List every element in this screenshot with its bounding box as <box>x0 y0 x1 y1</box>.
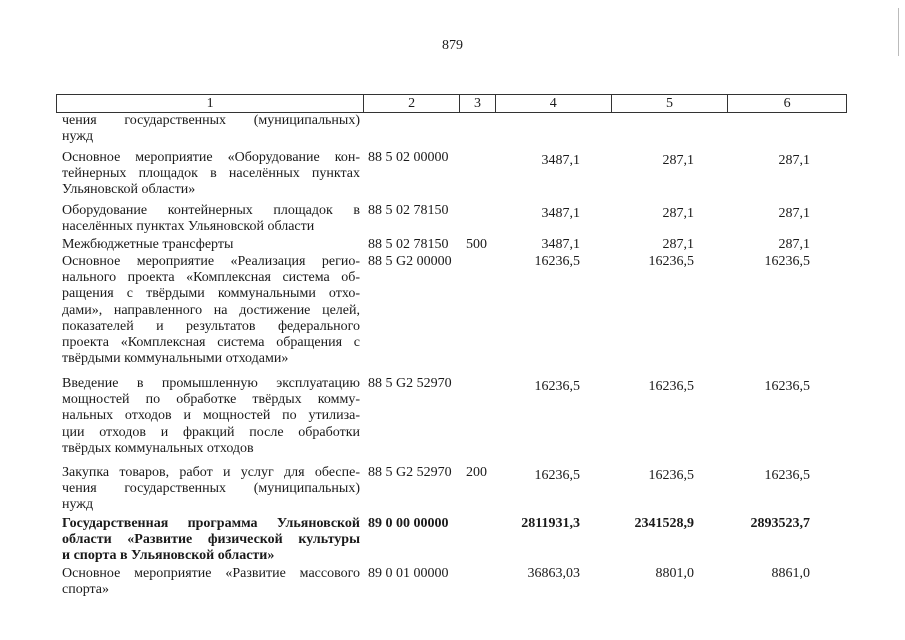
row-value-col6: 287,1 <box>778 206 810 221</box>
row-value-col5: 16236,5 <box>648 254 694 269</box>
row-value-col6: 16236,5 <box>764 379 810 394</box>
row-value-col6: 287,1 <box>778 153 810 168</box>
row-expense-type: 200 <box>466 465 487 480</box>
header-col-2: 2 <box>364 95 460 112</box>
row-name-line: проекта «Комплексная система обращения с <box>62 335 360 351</box>
row-name <box>62 376 360 457</box>
row-name-line: ращения с твёрдыми коммунальными отхо- <box>62 286 360 302</box>
row-name-line: нужд <box>62 497 94 513</box>
row-name-line: тейнерных площадок в населённых пунктах <box>62 166 360 182</box>
row-code: 89 0 00 00000 <box>368 516 449 531</box>
row-value-col4: 36863,03 <box>527 566 580 581</box>
row-value-col5: 8801,0 <box>655 566 694 581</box>
header-col-4: 4 <box>496 95 612 112</box>
row-value-col6: 2893523,7 <box>750 516 810 531</box>
row-code: 88 5 G2 52970 <box>368 376 452 391</box>
row-name-line: Введение в промышленную эксплуатацию <box>62 376 360 391</box>
row-value-col4: 16236,5 <box>534 379 580 394</box>
header-col-1: 1 <box>57 95 364 112</box>
row-name-line: нужд <box>62 129 94 145</box>
row-name-line: Основное мероприятие «Реализация регио- <box>62 254 360 269</box>
row-name-line: Межбюджетные трансферты <box>62 237 234 252</box>
row-value-col4: 2811931,3 <box>521 516 580 531</box>
row-code: 89 0 01 00000 <box>368 566 449 581</box>
row-value-col4: 3487,1 <box>541 206 580 221</box>
row-name <box>62 150 360 199</box>
row-name <box>62 237 360 253</box>
row-name-line: Государственная программа Ульяновской <box>62 516 360 531</box>
row-value-col6: 287,1 <box>778 237 810 252</box>
row-name-line: твёрдых коммунальных отходов <box>62 440 254 456</box>
row-value-col4: 3487,1 <box>541 237 580 252</box>
row-value-col5: 287,1 <box>662 206 694 221</box>
row-name-line: Ульяновской области» <box>62 182 196 198</box>
row-value-col6: 16236,5 <box>764 254 810 269</box>
row-name-line: Основное мероприятие «Развитие массового <box>62 566 360 581</box>
row-name <box>62 516 360 565</box>
row-name-line: Закупка товаров, работ и услуг для обеспе- <box>62 465 360 480</box>
row-value-col5: 287,1 <box>662 153 694 168</box>
row-name-line: спорта» <box>62 582 110 598</box>
row-value-col4: 16236,5 <box>534 468 580 483</box>
row-name <box>62 566 360 598</box>
row-value-col6: 16236,5 <box>764 468 810 483</box>
row-code: 88 5 02 78150 <box>368 237 449 252</box>
page-number: 879 <box>442 38 463 53</box>
row-value-col6: 8861,0 <box>771 566 810 581</box>
table-header <box>56 94 847 113</box>
row-name-line: области «Развитие физической культуры <box>62 532 360 548</box>
row-name-line: населённых пунктах Ульяновской области <box>62 219 315 235</box>
row-name-line: показателей и результатов федерального <box>62 318 360 334</box>
row-value-col5: 287,1 <box>662 237 694 252</box>
row-value-col5: 16236,5 <box>648 379 694 394</box>
row-name <box>62 203 360 235</box>
row-value-col5: 2341528,9 <box>634 516 694 531</box>
row-code: 88 5 02 78150 <box>368 203 449 218</box>
row-value-col4: 16236,5 <box>534 254 580 269</box>
row-name <box>62 254 360 367</box>
scan-edge-mark <box>898 8 899 56</box>
header-col-6: 6 <box>783 96 791 111</box>
row-name-line: Оборудование контейнерных площадок в <box>62 203 360 218</box>
row-name-line: нального проекта «Комплексная система об- <box>62 270 360 286</box>
row-name-line: мощностей по обработке твёрдых комму- <box>62 392 360 408</box>
row-code: 88 5 G2 52970 <box>368 465 452 480</box>
row-name-line: нальных отходов и мощностей по утилиза- <box>62 408 360 424</box>
row-expense-type: 500 <box>466 237 487 252</box>
row-name-line: дами», направленного на достижение целей, <box>62 302 360 318</box>
row-name-line: чения государственных (муниципальных) <box>62 481 360 497</box>
row-name-line: и спорта в Ульяновской области» <box>62 548 275 564</box>
row-name-line: ции отходов и фракций после обработки <box>62 424 360 440</box>
row-name <box>62 113 360 145</box>
row-name-line: Основное мероприятие «Оборудование кон- <box>62 150 360 165</box>
row-code: 88 5 G2 00000 <box>368 254 452 269</box>
row-name-line: твёрдыми коммунальными отходами» <box>62 351 289 367</box>
row-name-line: чения государственных (муниципальных) <box>62 113 360 128</box>
row-value-col4: 3487,1 <box>541 153 580 168</box>
header-col-5: 5 <box>612 95 729 112</box>
row-name <box>62 465 360 514</box>
row-value-col5: 16236,5 <box>648 468 694 483</box>
row-code: 88 5 02 00000 <box>368 150 449 165</box>
header-col-3: 3 <box>460 95 496 112</box>
